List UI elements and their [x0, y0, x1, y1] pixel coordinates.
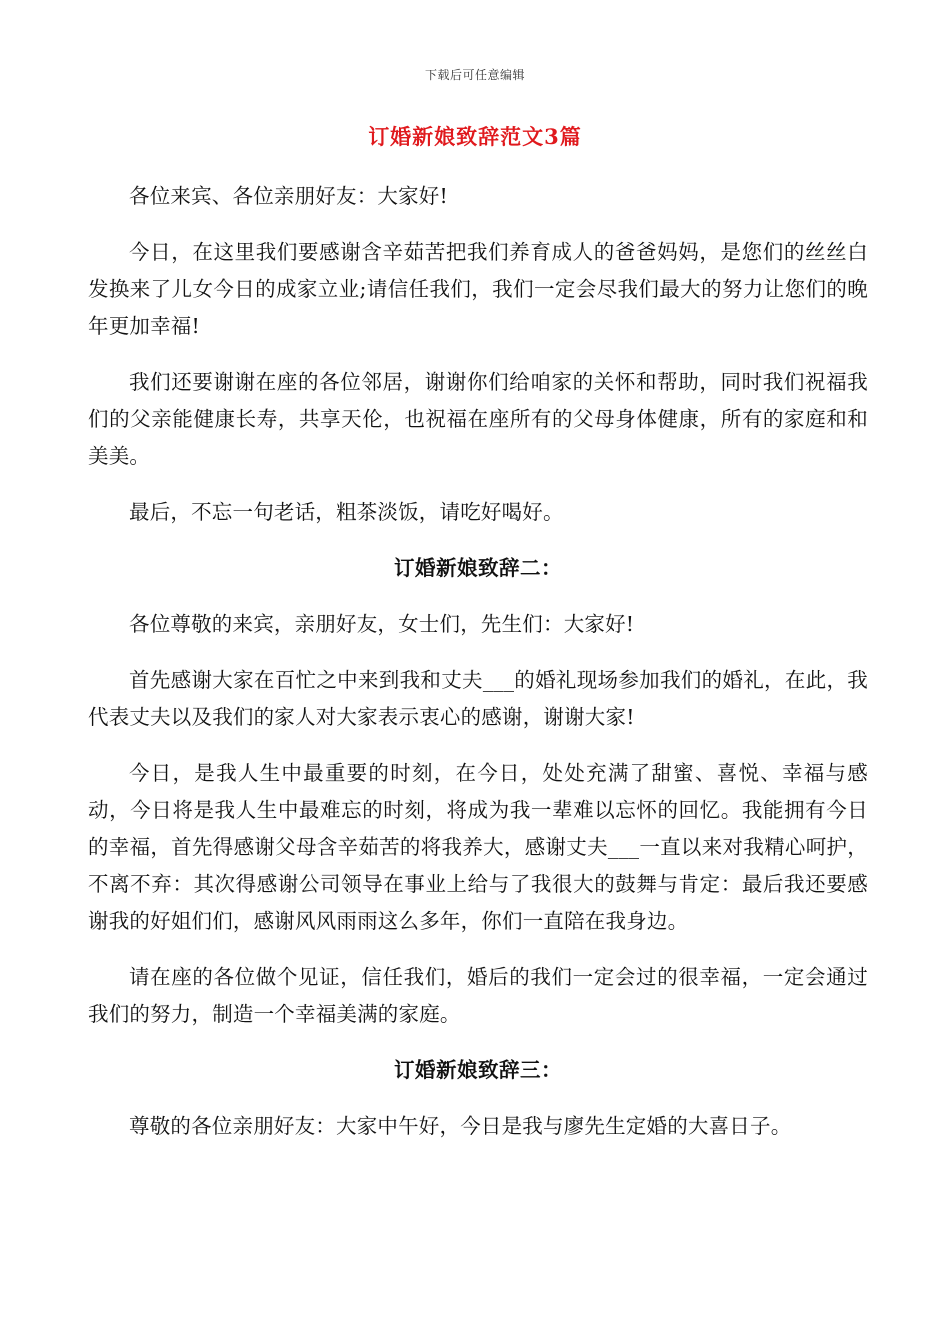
section-heading-2: 订婚新娘致辞二： — [394, 556, 562, 580]
paragraph: 我们还要谢谢在座的各位邻居，谢谢你们给咱家的关怀和帮助，同时我们祝福我们的父亲能健康长寿，共享天伦，也祝福在座所有的父母身体健康，所有的家庭和和美美。 — [88, 370, 868, 468]
paragraph-greeting: 各位尊敬的来宾，亲朋好友，女士们，先生们：大家好! — [129, 612, 635, 636]
paragraph: 今日，在这里我们要感谢含辛茹苦把我们养育成人的爸爸妈妈，是您们的丝丝白发换来了儿女今日的成家立业;请信任我们，我们一定会尽我们最大的努力让您们的晚年更加幸福! — [88, 240, 868, 338]
paragraph: 最后，不忘一句老话，粗茶淡饭，请吃好喝好。 — [129, 500, 564, 524]
document-body — [88, 178, 868, 1164]
paragraph-greeting: 各位来宾、各位亲朋好友：大家好! — [129, 184, 448, 208]
paragraph: 今日，是我人生中最重要的时刻，在今日，处处充满了甜蜜、喜悦、幸福与感动，今日将是我人生中最难忘的时刻，将成为我一辈难以忘怀的回忆。我能拥有今日的幸福，首先得感谢父母含辛茹苦的将我养大，感谢丈夫___一直以来对我精心呵护，不离不弃：其次得感谢公司领导在事业上给与了我很大的鼓舞与肯定：最后我还要感谢我的好姐们们，感谢风风雨雨这么多年，你们一直陪在我身边。 — [88, 761, 868, 933]
paragraph: 首先感谢大家在百忙之中来到我和丈夫___的婚礼现场参加我们的婚礼，在此，我代表丈夫以及我们的家人对大家表示衷心的感谢，谢谢大家! — [88, 668, 868, 729]
paragraph-greeting: 尊敬的各位亲朋好友：大家中午好，今日是我与廖先生定婚的大喜日子。 — [129, 1114, 792, 1138]
section-heading-3: 订婚新娘致辞三： — [394, 1058, 562, 1082]
header-note: 下载后可任意编辑 — [424, 68, 525, 82]
paragraph: 请在座的各位做个见证，信任我们，婚后的我们一定会过的很幸福，一定会通过我们的努力，制造一个幸福美满的家庭。 — [88, 965, 868, 1026]
document-title: 订婚新娘致辞范文3篇 — [368, 124, 582, 149]
